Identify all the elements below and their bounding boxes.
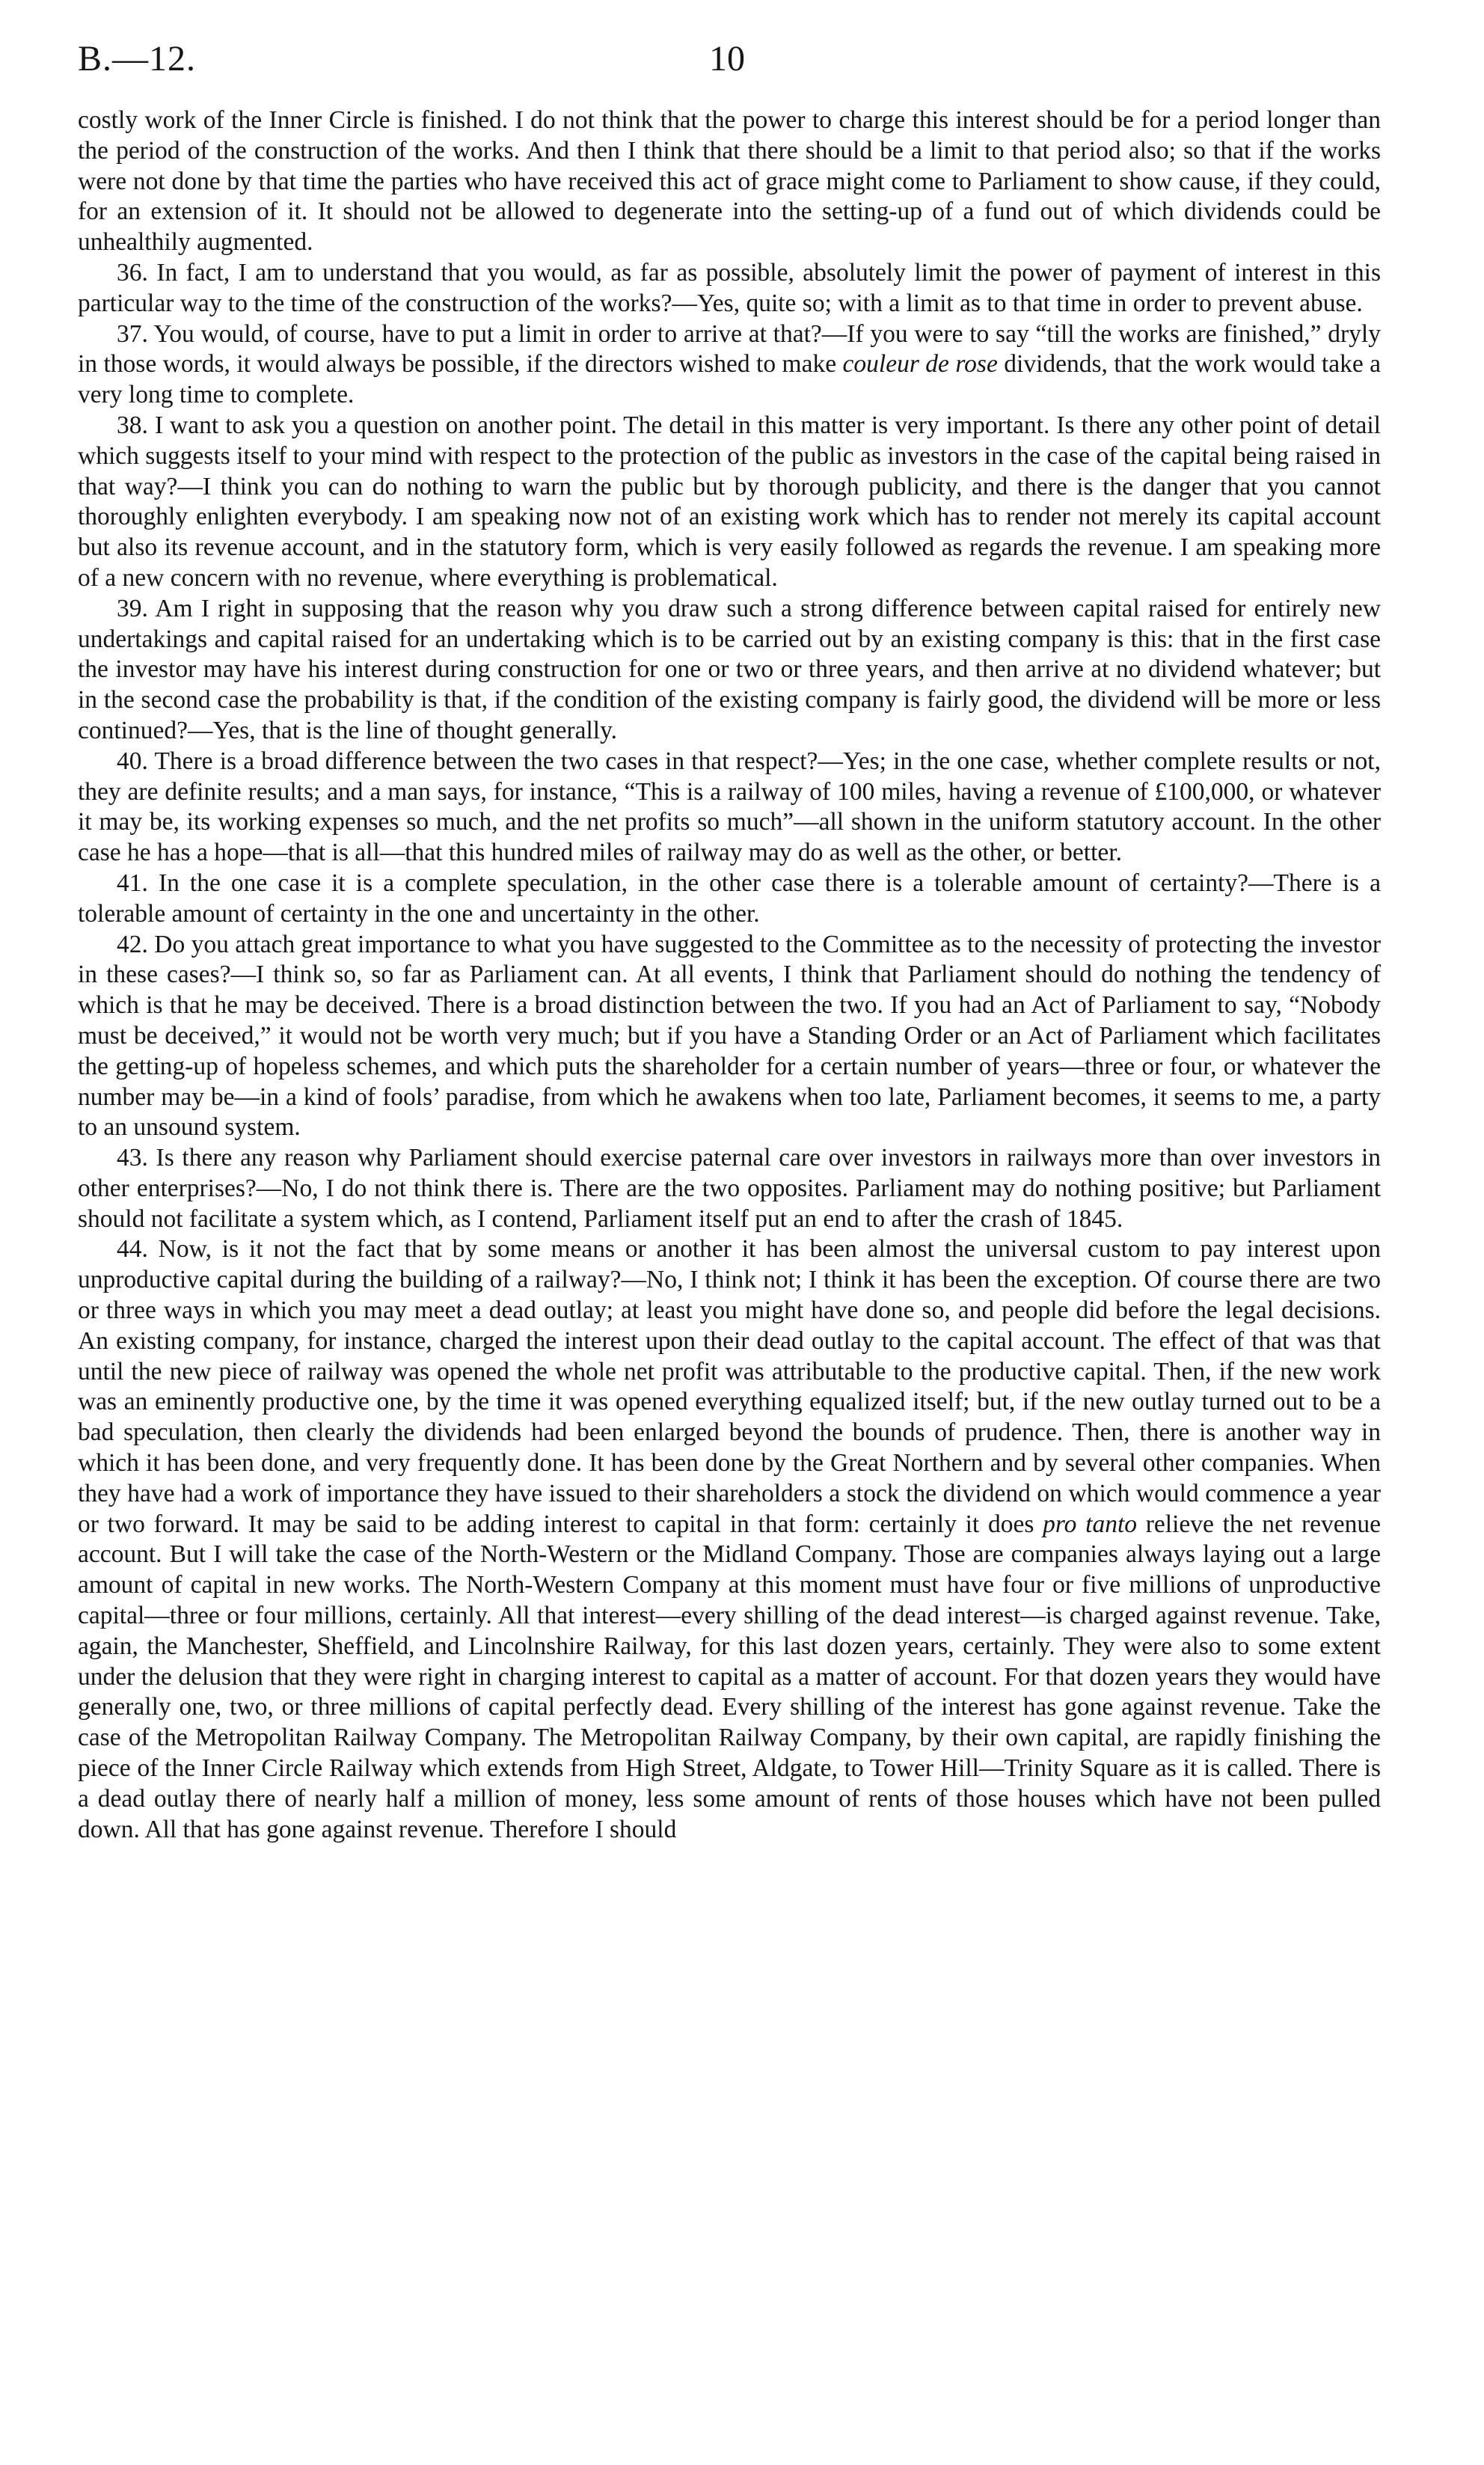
paragraph-text: Am I right in supposing that the reason why you draw such a strong difference between capital raised for entirely new undertakings and capital raised for an undertaking which is to be carried out by an existing company is this: that in the first case the investor may have his interest during construction for one or two or three years, and then arrive at no dividend whatever; but in the second case the probability is that, if the condition of the existing company is fairly good, the dividend will be more or less continued?—Yes, that is the line of thought generally.: [78, 594, 1381, 744]
question-number: 40.: [117, 747, 148, 775]
paragraph-text: I want to ask you a question on another point. The detail in this matter is very important. Is there any other point of detail which suggests itself to your mind with respect to the protection of the public as investors in the case of the capital being raised in that way?—I think you can do nothing to warn the public but by thorough publicity, and there is the danger that you cannot thoroughly enlighten everybody. I am speaking now not of an existing work which has to render not merely its capital account but also its revenue account, and in the statutory form, which is very easily followed as regards the revenue. I am speaking more of a new concern with no revenue, where everything is problematical.: [78, 411, 1381, 592]
paragraph-text: dividends, that the work would take a very long time to complete.: [78, 350, 1381, 409]
question-37: [78, 319, 1381, 411]
question-number: 42.: [117, 930, 148, 958]
running-head: [78, 33, 1381, 85]
document-reference: B.—12.: [78, 39, 197, 79]
question-40: [78, 747, 1381, 869]
question-number: 41.: [117, 869, 148, 897]
paragraph-text: relieve the net revenue account. But I will take the case of the North-Western or the Midland Company. Those are companies always laying out a large amount of capital in new works. The North-Western Company at this moment must have four or five millions of unproductive capital—three or four millions, certainly. All that interest—every shilling of the dead interest—is charged against revenue. Take, again, the Manchester, Sheffield, and Lincolnshire Railway, for this last dozen years, certainly. They were also to some extent under the delusion that they were right in charging interest to capital as a matter of account. For that dozen years they would have generally one, two, or three millions of capital perfectly dead. Every shilling of the interest has gone against revenue. Take the case of the Metropolitan Railway Company. The Metropolitan Railway Company, by their own capital, are rapidly finishing the piece of the Inner Circle Railway which extends from High Street, Aldgate, to Tower Hill—Trinity Square as it is called. There is a dead outlay there of nearly half a million of money, less some amount of rents of those houses which have not been pulled down. All that has gone against revenue. Therefore I should: [78, 1510, 1381, 1843]
paragraph-text: costly work of the Inner Circle is finished. I do not think that the power to charge this interest should be for a period longer than the period of the construction of the works. And then I think that there should be a limit to that period also; so that if the works were not done by that time the parties who have received this act of grace might come to Parliament to show cause, if they could, for an extension of it. It should not be allowed to degenerate into the setting-up of a fund out of which dividends could be unhealthily augmented.: [78, 106, 1381, 257]
question-38: [78, 411, 1381, 594]
question-43: [78, 1143, 1381, 1234]
paragraph-text: In the one case it is a complete speculation, in the other case there is a tolerable amount of certainty?—There is a tolerable amount of certainty in the one and uncertainty in the other.: [78, 869, 1381, 928]
question-number: 37.: [117, 319, 148, 348]
italic-phrase: pro tanto: [1043, 1510, 1138, 1538]
question-36: [78, 258, 1381, 319]
paragraph-text: Now, is it not the fact that by some means or another it has been almost the universal custom to pay interest upon unproductive capital during the building of a railway?—No, I think not; I think it has been the exception. Of course there are two or three ways in which you may meet a dead outlay; at least you might have done so, and people did before the legal decisions. An existing company, for instance, charged the interest upon their dead outlay to the capital account. The effect of that was that until the new piece of railway was opened the whole net profit was attributable to the productive capital. Then, if the new work was an eminently productive one, by the time it was opened everything equalized itself; but, if the new outlay turned out to be a bad speculation, then clearly the dividends had been enlarged beyond the bounds of prudence. Then, there is another way in which it has been done, and very frequently done. It has been done by the Great Northern and by several other companies. When they have had a work of importance they have issued to their shareholders a stock the dividend on which would commence a year or two forward. It may be said to be adding interest to capital in that form: certainly it does: [78, 1235, 1381, 1538]
question-number: 39.: [117, 594, 148, 622]
paragraph-text: In fact, I am to understand that you would, as far as possible, absolutely limit the power of payment of interest in this particular way to the time of the construction of the works?—Yes, quite so; with a limit as to that time in order to prevent abuse.: [78, 258, 1382, 317]
question-42: [78, 930, 1381, 1144]
question-number: 38.: [117, 411, 148, 439]
italic-phrase: couleur de rose: [842, 350, 998, 379]
question-39: [78, 594, 1381, 747]
question-41: [78, 869, 1381, 930]
paragraph-text: You would, of course, have to put a limit in order to arrive at that?—If you were to say “till the works are finished,” dryly in those words, it would always be possible, if the directors wished to make: [78, 319, 1381, 379]
question-number: 44.: [117, 1235, 148, 1264]
question-number: 36.: [117, 258, 148, 287]
question-number: 43.: [117, 1144, 148, 1172]
paragraph-text: There is a broad difference between the two cases in that respect?—Yes; in the one case, whether complete results or not, they are definite results; and a man says, for instance, “This is a railway of 100 miles, having a revenue of £100,000, or whatever it may be, its working expenses so much, and the net profits so much”—all shown in the uniform statutory account. In the other case he has a hope—that is all—that this hundred miles of railway may do as well as the other, or better.: [78, 747, 1381, 867]
question-44: [78, 1234, 1381, 1845]
paragraph-text: Do you attach great importance to what you have suggested to the Committee as to the necessity of protecting the investor in these cases?—I think so, so far as Parliament can. At all events, I think that Parliament should do nothing the tendency of which is that he may be deceived. There is a broad distinction between the two. If you had an Act of Parliament to say, “Nobody must be deceived,” it would not be worth very much; but if you have a Standing Order or an Act of Parliament which facilitates the getting-up of hopeless schemes, and which puts the shareholder for a certain number of years—three or four, or whatever the number may be—in a kind of fools’ paradise, from which he awakens when too late, Parliament becomes, it seems to me, a party to an unsound system.: [78, 930, 1381, 1142]
paragraph-text: Is there any reason why Parliament should exercise paternal care over investors in railways more than over investors in other enterprises?—No, I do not think there is. There are the two opposites. Parliament may do nothing positive; but Parliament should not facilitate a system which, as I contend, Parliament itself put an end to after the crash of 1845.: [78, 1144, 1382, 1233]
paragraph-continuation: [78, 105, 1381, 258]
evidence-text: [78, 105, 1381, 1845]
page-number: 10: [709, 39, 745, 79]
